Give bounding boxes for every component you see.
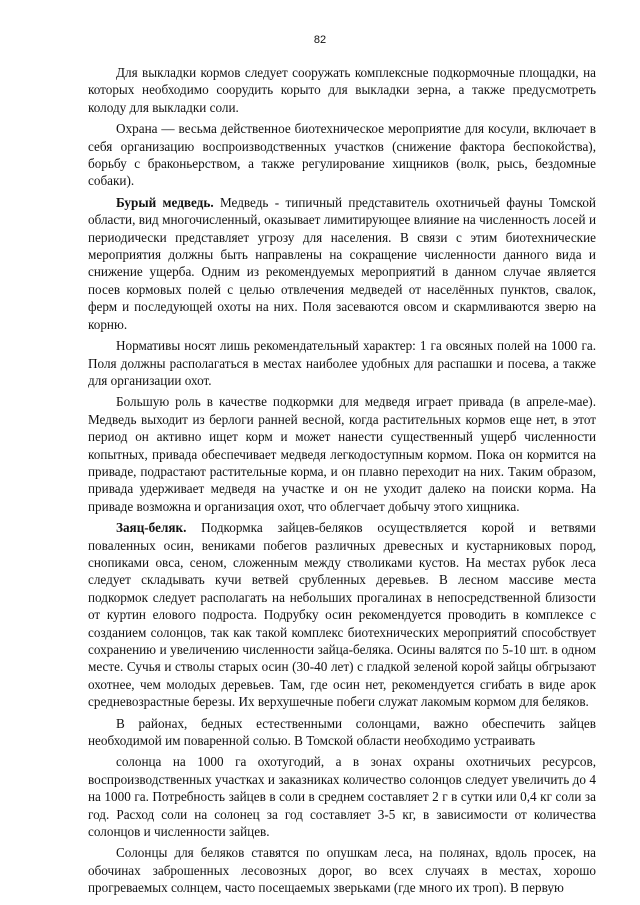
paragraph-text: Подкормка зайцев-беляков осуществляется корой и ветвями поваленных осин, вениками побегов различных древесных и кустарниковых пород, снопиками овса, сеном, сложенным между стволиками кустов. На местах рубок леса следует складывать кучи ветвей срубленных деревьев. В лесном массиве места подкормок следует располагать на небольших прогалинах в непосредственной близости от куртин елового подроста. Подрубку осин рекомендуется проводить в комплексе с созданием солонцов, так как такой комплекс биотехнических мероприятий способствует сохранению и увеличению численности зайца-беляка. Осины валятся по 5-10 шт. в одном месте. Сучья и стволы старых осин (30-40 лет) с гладкой зеленой корой зайцы обгрызают охотнее, чем молодых деревьев. Там, где осин нет, рекомендуется сгибать в виде арок средневозрастные березы. Их верхушечные побеги служат лакомым кормом для беляков. (88, 520, 596, 710)
paragraph-brown-bear (88, 194, 596, 333)
paragraph-text: Нормативы носят лишь рекомендательный характер: 1 га овсяных полей на 1000 га. Поля должны располагаться в местах наиболее удобных для распашки и посева, а также для организации охот. (88, 338, 596, 388)
paragraph-salt-regions (88, 715, 596, 750)
paragraph-protection (88, 120, 596, 190)
page-number: 82 (313, 34, 327, 46)
paragraph-bait (88, 393, 596, 515)
paragraph-feeding-sites (88, 64, 596, 116)
section-heading-mountain-hare: Заяц-беляк. (116, 520, 187, 536)
paragraph-text: В районах, бедных естественными солонцами, важно обеспечить зайцев необходимой им поваренной солью. В Томской области необходимо устраивать (88, 715, 596, 749)
paragraph-salt-licks-placement (88, 844, 596, 896)
paragraph-text: солонца на 1000 га охотугодий, а в зонах охраны охотничьих ресурсов, воспроизводственных участках и заказниках количество солонцов следует увеличить до 4 на 1000 га. Потребность зайцев в соли в среднем составляет 2 г в сутки или 0,4 кг соли за год. Расход соли на солонец за год составляет 3-5 кг, в зависимости от количества солонцов и численности зайцев. (88, 754, 596, 840)
paragraph-text: Охрана — весьма действенное биотехническое мероприятие для косули, включает в себя организацию воспроизводственных участков (снижение фактора беспокойства), борьбу с браконьерством, а также регулирование хищников (волк, рысь, бездомные собаки). (88, 121, 596, 189)
body-text (88, 64, 596, 901)
paragraph-text: Большую роль в качестве подкормки для медведя играет привада (в апреле-мае). Медведь выходит из берлоги ранней весной, когда растительных кормов еще нет, в этот период он активно ищет корм и может нанести существенный ущерб численности копытных, привада обеспечивает медведя легкодоступным кормом. Пока он кормится на приваде, подрастают растительные корма, и он плавно переходит на них. Таким образом, привада удерживает медведя на участке и он не уходит далеко на поиски корма. На приваде возможна и организация охот, что облегчает добычу этого хищника. (88, 394, 596, 514)
paragraph-salt-licks-count (88, 753, 596, 840)
paragraph-text: Для выкладки кормов следует сооружать комплексные подкормочные площадки, на которых необходимо соорудить корыто для выкладки зерна, а также предусмотреть колоду для выкладки соли. (88, 65, 596, 115)
paragraph-text: Медведь - типичный представитель охотничьей фауны Томской области, вид многочисленный, оказывает лимитирующее влияние на численность лосей и периодически представляет угрозу для населения. В связи с этим биотехнические мероприятия должны быть направлены на сокращение численности данного вида и снижение ущерба. Одним из рекомендуемых мероприятий в данном случае является посев кормовых полей с целью отвлечения медведей от населённых пунктов, свалок, ферм и последующей охоты на них. Поля засеваются овсом и скармливаются зверю на корню. (88, 194, 596, 332)
paragraph-mountain-hare (88, 519, 596, 710)
paragraph-norms (88, 337, 596, 389)
paragraph-text: Солонцы для беляков ставятся по опушкам леса, на полянах, вдоль просек, на обочинах заброшенных лесовозных дорог, во всех случаях в местах, хорошо прогреваемых солнцем, часто посещаемых зверьками (где много их троп). В первую (88, 845, 596, 896)
section-heading-brown-bear: Бурый медведь. (116, 194, 214, 210)
